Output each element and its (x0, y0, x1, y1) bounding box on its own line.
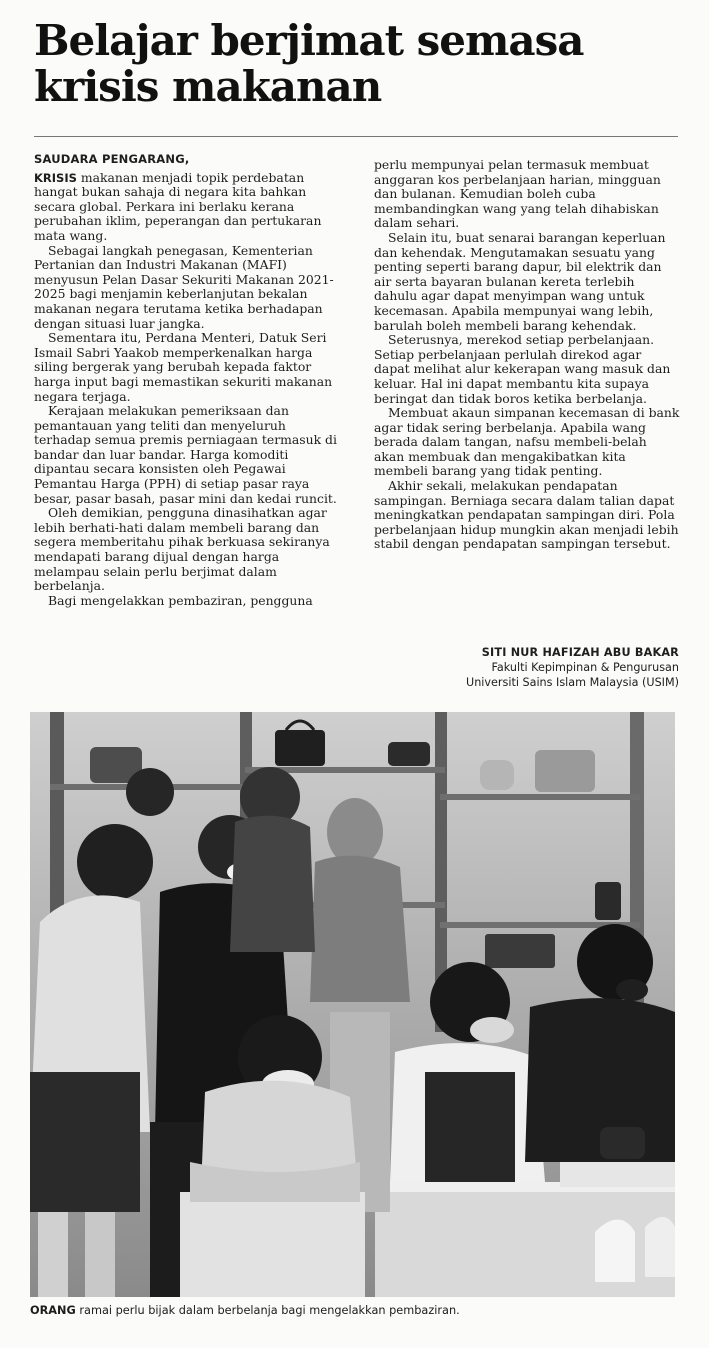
paragraph: Selain itu, buat senarai barangan keperluan dan kehendak. Mengutamakan sesuatu yang penting seperti barang dapur, bil elektrik dan air serta bayaran bulanan kereta terlebih dahulu agar dapat menyimpan wang untuk kecemasan. Apabila mempunyai wang lebih, barulah boleh membeli barang kehendak. (374, 229, 666, 333)
shoppers-photo-illustration (30, 712, 675, 1297)
salutation: SAUDARA PENGARANG, (34, 152, 190, 166)
lead-word: KRISIS (34, 170, 77, 185)
author-affiliation-2: Universiti Sains Islam Malaysia (USIM) (466, 676, 679, 689)
news-photo (30, 712, 675, 1297)
byline (466, 645, 679, 690)
paragraph: Sementara itu, Perdana Menteri, Datuk Seri Ismail Sabri Yaakob memperkenalkan harga siling bergerak yang berubah kepada faktor harga input bagi memastikan sekuriti makanan negara terjaga. (34, 330, 333, 404)
caption-text: ramai perlu bijak dalam berbelanja bagi mengelakkan pembaziran. (75, 1304, 460, 1317)
headline (34, 18, 674, 110)
paragraph: Akhir sekali, melakukan pendapatan sampingan. Berniaga secara dalam talian dapat meningkatkan pendapatan sampingan diri. Pola perbelanjaan hidup mungkin akan menjadi lebih stabil dengan pendapatan sampingan tersebut. (374, 478, 679, 552)
paragraph: Kerajaan melakukan pemeriksaan dan pemantauan yang teliti dan menyeluruh terhadap semua premis perniagaan termasuk di bandar dan luar bandar. Harga komoditi dipantau secara konsisten oleh Pegawai Pemantau Harga (PPH) di setiap pasar raya besar, pasar basah, pasar mini dan kedai runcit. (34, 403, 337, 506)
headline-divider (34, 136, 678, 137)
paragraph: perlu mempunyai pelan termasuk membuat anggaran kos perbelanjaan harian, mingguan dan bulanan. Kemudian boleh cuba membandingkan wang yang telah dihabiskan dalam sehari. (374, 157, 661, 231)
paragraph-text: makanan menjadi topik perdebatan hangat bukan sahaja di negara kita bahkan secara global. Perkara ini berlaku kerana perubahan iklim, peperangan dan pertukaran mata wang. (34, 169, 322, 243)
article-column-left (34, 152, 346, 608)
headline-line-2: krisis makanan (34, 62, 382, 111)
caption-lead-word: ORANG (30, 1304, 76, 1317)
headline-line-1: Belajar berjimat semasa (34, 16, 584, 65)
article-column-right (374, 158, 680, 552)
author-affiliation-1: Fakulti Kepimpinan & Pengurusan (491, 661, 679, 674)
paragraph: Membuat akaun simpanan kecemasan di bank agar tidak sering berbelanja. Apabila wang berada dalam tangan, nafsu membeli-belah akan membuak dan mengakibatkan kita membeli barang yang tidak penting. (374, 405, 680, 479)
paragraph: Oleh demikian, pengguna dinasihatkan agar lebih berhati-hati dalam membeli barang dan segera memberitahu pihak berkuasa sekiranya mendapati barang dijual dengan harga melampau selain perlu berjimat dalam berbelanja. (34, 505, 330, 594)
author-name: SITI NUR HAFIZAH ABU BAKAR (481, 646, 679, 659)
paragraph: Sebagai langkah penegasan, Kementerian Pertanian dan Industri Makanan (MAFI) menyusun Pelan Dasar Sekuriti Makanan 2021-2025 bagi menjamin keberlanjutan bekalan makanan negara terutama ketika berhadapan dengan situasi luar jangka. (34, 242, 334, 331)
paragraph (34, 171, 346, 244)
paragraph: Bagi mengelakkan pembaziran, pengguna (48, 592, 313, 608)
photo-caption (30, 1304, 690, 1317)
paragraph: Seterusnya, merekod setiap perbelanjaan. Setiap perbelanjaan perlulah direkod agar dapat melihat alur kekerapan wang masuk dan keluar. Hal ini dapat membantu kita supaya beringat dan tidak boros ketika berbelanja. (374, 332, 671, 406)
